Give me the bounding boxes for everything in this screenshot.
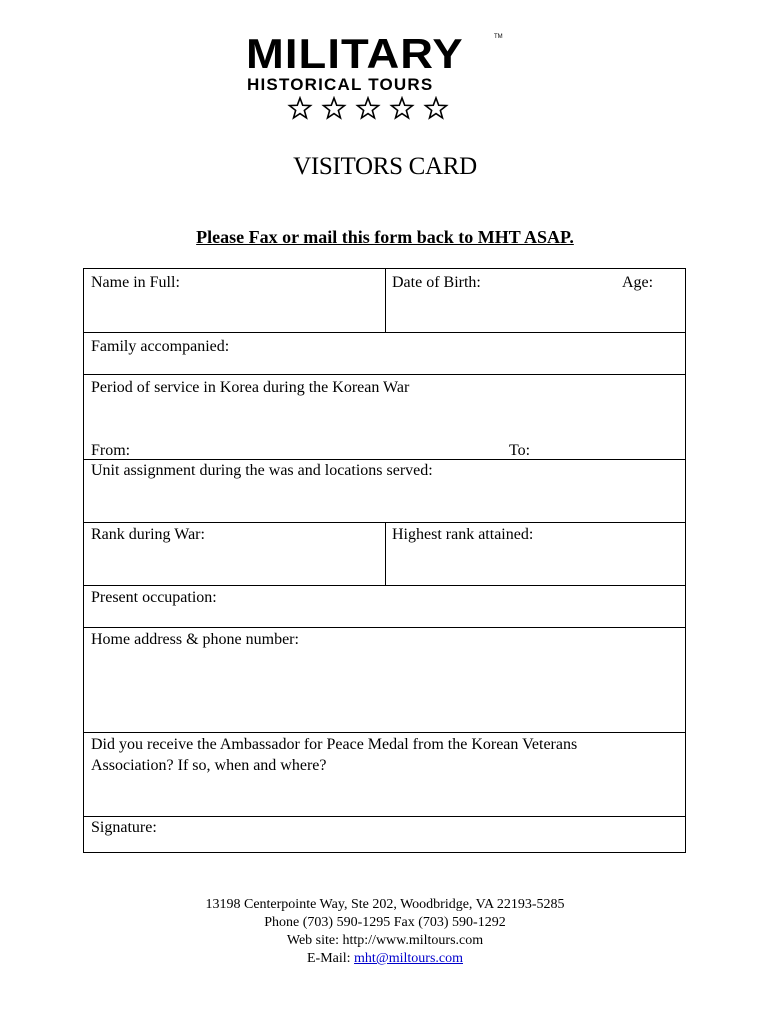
- signature-label: Signature:: [91, 819, 157, 836]
- star-icon: [324, 98, 345, 118]
- unit-label: Unit assignment during the was and locations served:: [91, 462, 433, 479]
- medal-field[interactable]: [84, 733, 685, 817]
- signature-field[interactable]: [84, 817, 685, 852]
- star-icon: [290, 98, 311, 118]
- email-link[interactable]: mht@miltours.com: [354, 951, 463, 966]
- rank-field[interactable]: [84, 523, 386, 585]
- stars-icon: [286, 96, 456, 122]
- page-title: VISITORS CARD: [293, 153, 477, 180]
- family-field[interactable]: [84, 333, 685, 375]
- from-label: From:: [91, 442, 131, 459]
- dob-label: Date of Birth:: [392, 274, 481, 291]
- dob-age-field[interactable]: [386, 269, 685, 332]
- form-instructions: Please Fax or mail this form back to MHT ASAP.: [196, 227, 574, 247]
- footer-phone: Phone (703) 590-1295 Fax (703) 590-1292: [264, 915, 506, 930]
- unit-field[interactable]: [84, 460, 685, 523]
- period-field[interactable]: [84, 375, 685, 460]
- star-icon: [358, 98, 379, 118]
- company-logo: [246, 30, 510, 124]
- row-name-dob: [84, 269, 685, 333]
- highest-rank-label: Highest rank attained:: [392, 526, 534, 543]
- name-label: Name in Full:: [91, 274, 180, 291]
- star-icon: [426, 98, 447, 118]
- star-icon: [392, 98, 413, 118]
- email-prefix: E-Mail:: [307, 951, 355, 966]
- occupation-field[interactable]: [84, 586, 685, 628]
- family-label: Family accompanied:: [91, 338, 230, 355]
- address-label: Home address & phone number:: [91, 631, 299, 648]
- row-rank: [84, 523, 685, 586]
- address-field[interactable]: [84, 628, 685, 733]
- period-label: Period of service in Korea during the Korean War: [91, 379, 410, 396]
- visitors-form: [83, 268, 686, 853]
- footer-email-line: [0, 950, 770, 968]
- trademark-mark: TM: [494, 34, 503, 40]
- highest-rank-field[interactable]: [386, 523, 685, 585]
- medal-question-line2: Association? If so, when and where?: [91, 757, 327, 774]
- to-label: To:: [509, 442, 531, 459]
- footer-website: Web site: http://www.miltours.com: [286, 933, 484, 948]
- contact-footer: [0, 896, 770, 968]
- occupation-label: Present occupation:: [91, 589, 217, 606]
- logo-subtitle: HISTORICAL TOURS: [247, 75, 434, 94]
- footer-address: 13198 Centerpointe Way, Ste 202, Woodbridge, VA 22193-5285: [205, 897, 565, 912]
- logo-title: MILITARY: [246, 30, 464, 77]
- medal-question-line1: Did you receive the Ambassador for Peace Medal from the Korean Veterans: [91, 736, 578, 753]
- rank-label: Rank during War:: [91, 526, 205, 543]
- age-label: Age:: [622, 274, 654, 291]
- name-field[interactable]: [84, 269, 386, 332]
